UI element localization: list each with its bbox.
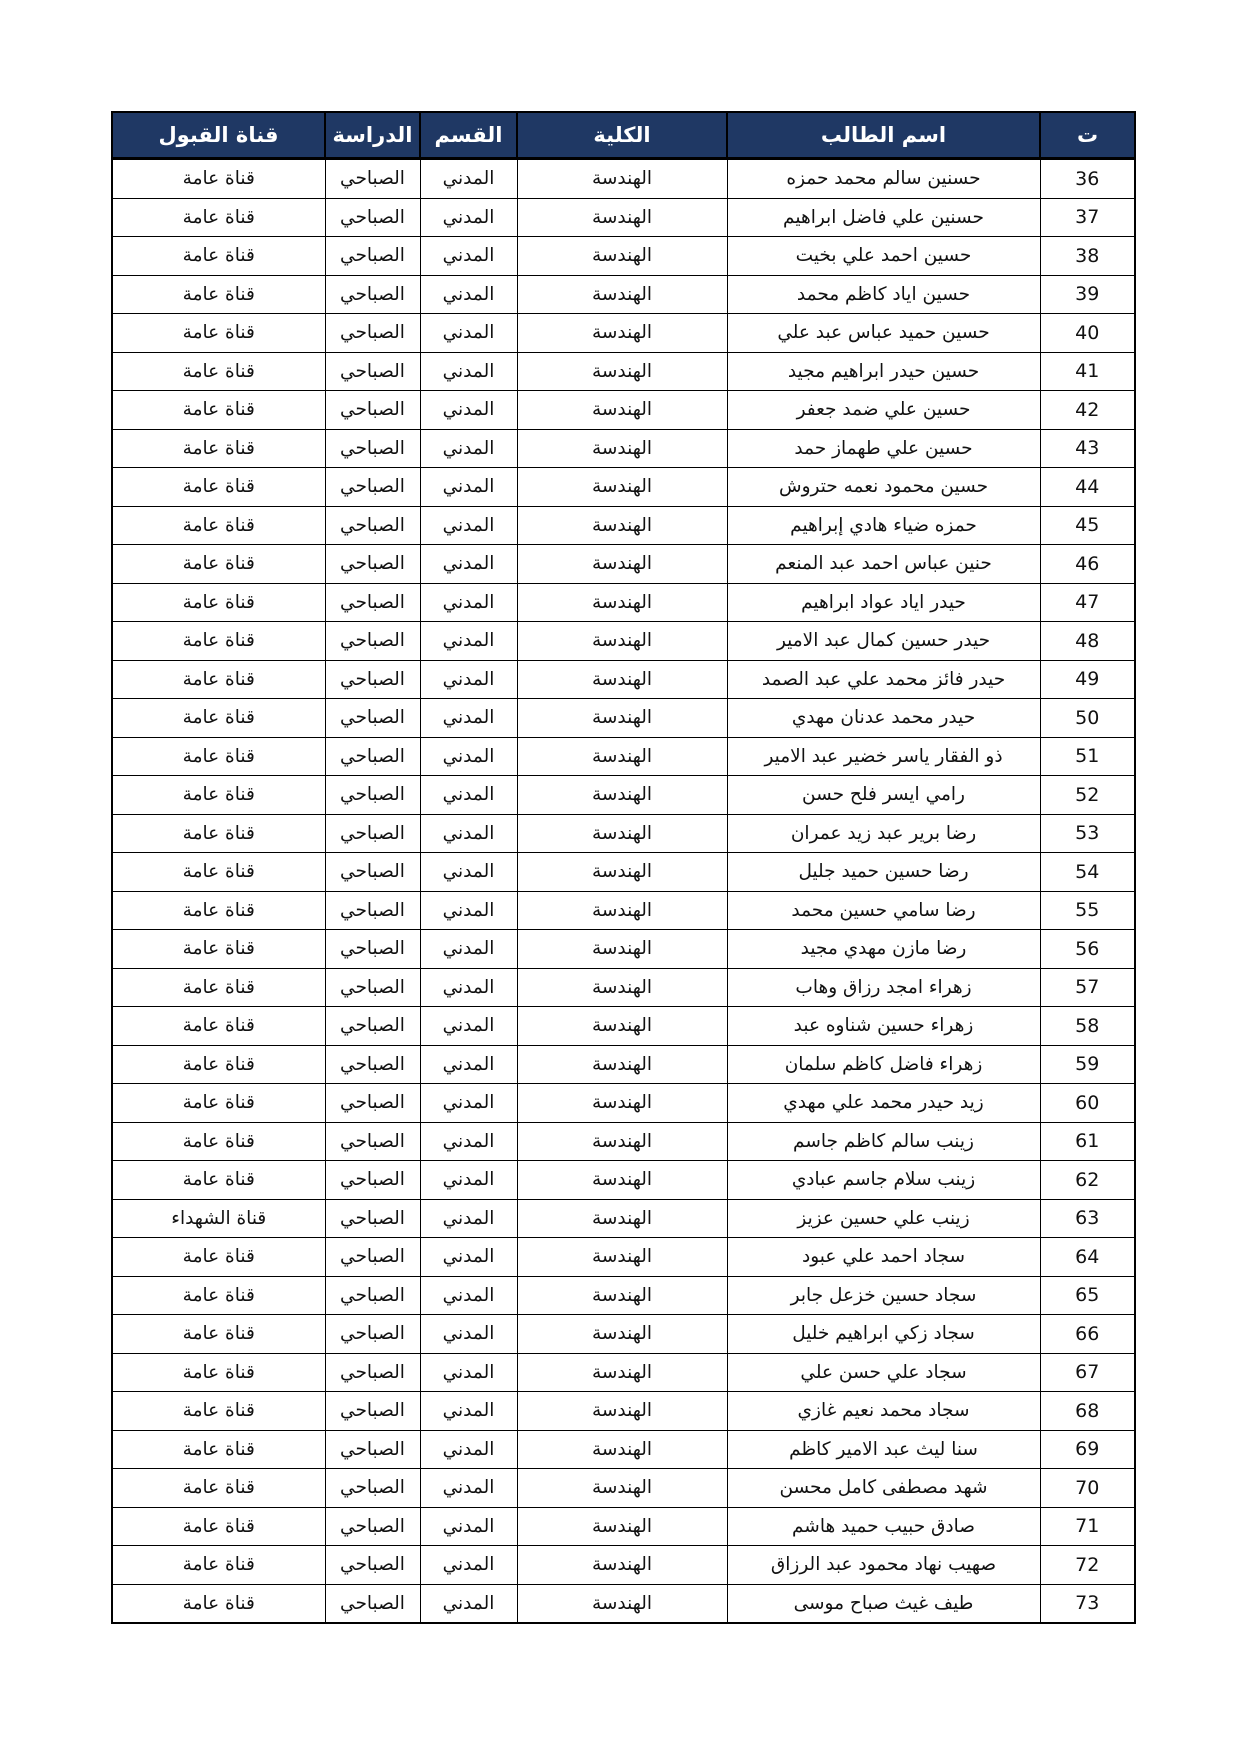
cell-student-name: حسين حميد عباس عبد علي [727,314,1040,353]
cell-study: الصباحي [325,314,420,353]
cell-department: المدني [420,1045,517,1084]
cell-college: الهندسة [517,1122,727,1161]
cell-study: الصباحي [325,1238,420,1277]
cell-department: المدني [420,1430,517,1469]
cell-department: المدني [420,1276,517,1315]
cell-no: 46 [1040,545,1135,584]
cell-college: الهندسة [517,1392,727,1431]
cell-no: 48 [1040,622,1135,661]
table-row [112,1084,1135,1123]
cell-study: الصباحي [325,1007,420,1046]
cell-study: الصباحي [325,891,420,930]
cell-admission-channel: قناة عامة [112,1161,325,1200]
cell-department: المدني [420,352,517,391]
cell-student-name: حسين اياد كاظم محمد [727,275,1040,314]
header-row [112,112,1135,159]
cell-college: الهندسة [517,545,727,584]
cell-study: الصباحي [325,660,420,699]
table-row [112,1469,1135,1508]
cell-student-name: حيدر اياد عواد ابراهيم [727,583,1040,622]
table-row [112,1353,1135,1392]
cell-college: الهندسة [517,237,727,276]
cell-student-name: زهراء فاضل كاظم سلمان [727,1045,1040,1084]
cell-department: المدني [420,968,517,1007]
cell-admission-channel: قناة عامة [112,468,325,507]
cell-admission-channel: قناة عامة [112,545,325,584]
table-row [112,776,1135,815]
table-row [112,1007,1135,1046]
cell-study: الصباحي [325,352,420,391]
table-row [112,1045,1135,1084]
cell-student-name: طيف غيث صباح موسى [727,1584,1040,1623]
header-study: الدراسة [325,112,420,159]
table-row [112,391,1135,430]
header-college: الكلية [517,112,727,159]
cell-admission-channel: قناة عامة [112,737,325,776]
table-row [112,429,1135,468]
cell-department: المدني [420,1007,517,1046]
cell-no: 57 [1040,968,1135,1007]
cell-admission-channel: قناة عامة [112,814,325,853]
cell-no: 56 [1040,930,1135,969]
cell-student-name: حنين عباس احمد عبد المنعم [727,545,1040,584]
cell-department: المدني [420,622,517,661]
cell-admission-channel: قناة عامة [112,1315,325,1354]
cell-college: الهندسة [517,968,727,1007]
cell-no: 60 [1040,1084,1135,1123]
cell-student-name: رضا سامي حسين محمد [727,891,1040,930]
cell-department: المدني [420,1161,517,1200]
table-body [112,159,1135,1624]
cell-student-name: زهراء امجد رزاق وهاب [727,968,1040,1007]
cell-study: الصباحي [325,275,420,314]
cell-department: المدني [420,1584,517,1623]
header-department: القسم [420,112,517,159]
cell-admission-channel: قناة عامة [112,391,325,430]
cell-department: المدني [420,1546,517,1585]
cell-admission-channel: قناة عامة [112,159,325,199]
cell-department: المدني [420,159,517,199]
cell-student-name: حيدر محمد عدنان مهدي [727,699,1040,738]
cell-study: الصباحي [325,506,420,545]
cell-admission-channel: قناة عامة [112,314,325,353]
cell-study: الصباحي [325,853,420,892]
cell-college: الهندسة [517,1469,727,1508]
table-row [112,545,1135,584]
cell-no: 65 [1040,1276,1135,1315]
cell-student-name: رضا مازن مهدي مجيد [727,930,1040,969]
cell-department: المدني [420,776,517,815]
cell-college: الهندسة [517,506,727,545]
cell-admission-channel: قناة عامة [112,583,325,622]
table-row [112,352,1135,391]
cell-study: الصباحي [325,776,420,815]
table-row [112,506,1135,545]
cell-college: الهندسة [517,198,727,237]
cell-admission-channel: قناة عامة [112,1507,325,1546]
cell-department: المدني [420,314,517,353]
cell-no: 52 [1040,776,1135,815]
table-row [112,1584,1135,1623]
students-table-container [111,111,1134,1624]
cell-admission-channel: قناة عامة [112,660,325,699]
cell-no: 41 [1040,352,1135,391]
cell-no: 49 [1040,660,1135,699]
header-admission-channel: قناة القبول [112,112,325,159]
cell-study: الصباحي [325,468,420,507]
cell-student-name: زينب علي حسين عزيز [727,1199,1040,1238]
cell-department: المدني [420,583,517,622]
table-row [112,930,1135,969]
cell-no: 73 [1040,1584,1135,1623]
cell-no: 62 [1040,1161,1135,1200]
table-row [112,1392,1135,1431]
cell-department: المدني [420,1315,517,1354]
table-row [112,1122,1135,1161]
table-row [112,622,1135,661]
table-row [112,853,1135,892]
table-row [112,237,1135,276]
table-row [112,1161,1135,1200]
cell-department: المدني [420,1353,517,1392]
table-header [112,112,1135,159]
cell-college: الهندسة [517,1045,727,1084]
cell-admission-channel: قناة عامة [112,237,325,276]
cell-student-name: سجاد حسين خزعل جابر [727,1276,1040,1315]
cell-department: المدني [420,1507,517,1546]
cell-admission-channel: قناة عامة [112,1122,325,1161]
cell-study: الصباحي [325,159,420,199]
cell-admission-channel: قناة عامة [112,853,325,892]
cell-student-name: رامي ايسر فلح حسن [727,776,1040,815]
students-table [111,111,1136,1624]
table-row [112,583,1135,622]
cell-student-name: رضا برير عبد زيد عمران [727,814,1040,853]
cell-no: 72 [1040,1546,1135,1585]
table-row [112,159,1135,199]
cell-college: الهندسة [517,660,727,699]
cell-admission-channel: قناة عامة [112,429,325,468]
cell-no: 38 [1040,237,1135,276]
cell-college: الهندسة [517,930,727,969]
table-row [112,1276,1135,1315]
table-row [112,699,1135,738]
cell-college: الهندسة [517,1584,727,1623]
table-row [112,1238,1135,1277]
cell-department: المدني [420,699,517,738]
cell-student-name: حسنين علي فاضل ابراهيم [727,198,1040,237]
cell-college: الهندسة [517,583,727,622]
cell-study: الصباحي [325,930,420,969]
cell-college: الهندسة [517,622,727,661]
cell-study: الصباحي [325,699,420,738]
cell-student-name: سجاد علي حسن علي [727,1353,1040,1392]
cell-department: المدني [420,1238,517,1277]
cell-department: المدني [420,853,517,892]
cell-department: المدني [420,545,517,584]
cell-college: الهندسة [517,1315,727,1354]
cell-student-name: ذو الفقار ياسر خضير عبد الامير [727,737,1040,776]
cell-student-name: صهيب نهاد محمود عبد الرزاق [727,1546,1040,1585]
cell-college: الهندسة [517,1546,727,1585]
cell-study: الصباحي [325,391,420,430]
cell-admission-channel: قناة عامة [112,1353,325,1392]
cell-admission-channel: قناة عامة [112,776,325,815]
cell-college: الهندسة [517,1084,727,1123]
cell-college: الهندسة [517,159,727,199]
cell-admission-channel: قناة عامة [112,506,325,545]
cell-department: المدني [420,506,517,545]
cell-department: المدني [420,275,517,314]
cell-study: الصباحي [325,814,420,853]
cell-college: الهندسة [517,468,727,507]
cell-admission-channel: قناة عامة [112,622,325,661]
cell-college: الهندسة [517,776,727,815]
cell-college: الهندسة [517,1199,727,1238]
cell-no: 44 [1040,468,1135,507]
cell-study: الصباحي [325,1045,420,1084]
cell-study: الصباحي [325,1353,420,1392]
cell-admission-channel: قناة عامة [112,1469,325,1508]
cell-student-name: شهد مصطفى كامل محسن [727,1469,1040,1508]
cell-study: الصباحي [325,429,420,468]
cell-department: المدني [420,814,517,853]
header-no: ت [1040,112,1135,159]
cell-no: 71 [1040,1507,1135,1546]
cell-department: المدني [420,1122,517,1161]
cell-study: الصباحي [325,737,420,776]
cell-study: الصباحي [325,1084,420,1123]
table-row [112,891,1135,930]
cell-student-name: حسنين سالم محمد حمزه [727,159,1040,199]
cell-student-name: حسين علي طهماز حمد [727,429,1040,468]
cell-department: المدني [420,198,517,237]
cell-no: 67 [1040,1353,1135,1392]
cell-student-name: حسين محمود نعمه حتروش [727,468,1040,507]
table-row [112,1507,1135,1546]
cell-study: الصباحي [325,1122,420,1161]
cell-admission-channel: قناة عامة [112,1430,325,1469]
cell-college: الهندسة [517,1276,727,1315]
cell-no: 55 [1040,891,1135,930]
cell-no: 39 [1040,275,1135,314]
cell-student-name: سجاد زكي ابراهيم خليل [727,1315,1040,1354]
cell-admission-channel: قناة عامة [112,275,325,314]
cell-admission-channel: قناة عامة [112,1584,325,1623]
cell-no: 45 [1040,506,1135,545]
cell-study: الصباحي [325,1199,420,1238]
cell-admission-channel: قناة عامة [112,1045,325,1084]
cell-college: الهندسة [517,1007,727,1046]
cell-admission-channel: قناة عامة [112,1238,325,1277]
cell-no: 58 [1040,1007,1135,1046]
cell-admission-channel: قناة عامة [112,699,325,738]
table-row [112,1546,1135,1585]
cell-department: المدني [420,1084,517,1123]
cell-no: 42 [1040,391,1135,430]
cell-college: الهندسة [517,1238,727,1277]
cell-study: الصباحي [325,198,420,237]
cell-study: الصباحي [325,968,420,1007]
cell-no: 40 [1040,314,1135,353]
cell-admission-channel: قناة عامة [112,198,325,237]
cell-student-name: رضا حسين حميد جليل [727,853,1040,892]
cell-department: المدني [420,1199,517,1238]
cell-study: الصباحي [325,1276,420,1315]
cell-study: الصباحي [325,1161,420,1200]
cell-admission-channel: قناة عامة [112,891,325,930]
cell-college: الهندسة [517,352,727,391]
cell-student-name: حسين حيدر ابراهيم مجيد [727,352,1040,391]
cell-student-name: زينب سالم كاظم جاسم [727,1122,1040,1161]
cell-college: الهندسة [517,1430,727,1469]
cell-study: الصباحي [325,1430,420,1469]
cell-college: الهندسة [517,891,727,930]
cell-admission-channel: قناة عامة [112,1007,325,1046]
cell-no: 59 [1040,1045,1135,1084]
cell-college: الهندسة [517,853,727,892]
table-row [112,1315,1135,1354]
cell-student-name: حسين احمد علي بخيت [727,237,1040,276]
cell-student-name: زهراء حسين شناوه عبد [727,1007,1040,1046]
cell-college: الهندسة [517,314,727,353]
cell-study: الصباحي [325,1546,420,1585]
cell-department: المدني [420,237,517,276]
table-row [112,737,1135,776]
cell-no: 36 [1040,159,1135,199]
table-row [112,1430,1135,1469]
cell-college: الهندسة [517,429,727,468]
cell-study: الصباحي [325,622,420,661]
cell-admission-channel: قناة عامة [112,930,325,969]
cell-student-name: حسين علي ضمد جعفر [727,391,1040,430]
table-row [112,198,1135,237]
cell-no: 50 [1040,699,1135,738]
table-row [112,1199,1135,1238]
cell-college: الهندسة [517,1353,727,1392]
cell-no: 47 [1040,583,1135,622]
cell-admission-channel: قناة عامة [112,1276,325,1315]
cell-college: الهندسة [517,1161,727,1200]
cell-department: المدني [420,891,517,930]
cell-department: المدني [420,737,517,776]
cell-no: 43 [1040,429,1135,468]
cell-no: 54 [1040,853,1135,892]
cell-department: المدني [420,1392,517,1431]
cell-college: الهندسة [517,737,727,776]
cell-no: 66 [1040,1315,1135,1354]
cell-college: الهندسة [517,391,727,430]
cell-department: المدني [420,429,517,468]
cell-department: المدني [420,391,517,430]
cell-admission-channel: قناة عامة [112,1392,325,1431]
cell-college: الهندسة [517,1507,727,1546]
cell-study: الصباحي [325,1507,420,1546]
cell-admission-channel: قناة عامة [112,1546,325,1585]
cell-student-name: زينب سلام جاسم عبادي [727,1161,1040,1200]
cell-admission-channel: قناة عامة [112,1084,325,1123]
cell-study: الصباحي [325,545,420,584]
cell-department: المدني [420,468,517,507]
table-row [112,968,1135,1007]
cell-study: الصباحي [325,1469,420,1508]
header-student-name: اسم الطالب [727,112,1040,159]
cell-department: المدني [420,660,517,699]
cell-no: 64 [1040,1238,1135,1277]
table-row [112,468,1135,507]
cell-student-name: صادق حبيب حميد هاشم [727,1507,1040,1546]
cell-no: 68 [1040,1392,1135,1431]
cell-study: الصباحي [325,1392,420,1431]
cell-student-name: سجاد احمد علي عبود [727,1238,1040,1277]
cell-study: الصباحي [325,237,420,276]
cell-no: 37 [1040,198,1135,237]
cell-student-name: زيد حيدر محمد علي مهدي [727,1084,1040,1123]
cell-admission-channel: قناة عامة [112,968,325,1007]
cell-study: الصباحي [325,583,420,622]
cell-admission-channel: قناة الشهداء [112,1199,325,1238]
cell-student-name: سجاد محمد نعيم غازي [727,1392,1040,1431]
table-row [112,314,1135,353]
cell-admission-channel: قناة عامة [112,352,325,391]
cell-no: 69 [1040,1430,1135,1469]
cell-student-name: سنا ليث عبد الامير كاظم [727,1430,1040,1469]
cell-no: 51 [1040,737,1135,776]
cell-study: الصباحي [325,1584,420,1623]
table-row [112,814,1135,853]
cell-student-name: حمزه ضياء هادي إبراهيم [727,506,1040,545]
cell-college: الهندسة [517,275,727,314]
cell-no: 70 [1040,1469,1135,1508]
table-row [112,660,1135,699]
cell-department: المدني [420,1469,517,1508]
cell-no: 63 [1040,1199,1135,1238]
cell-study: الصباحي [325,1315,420,1354]
cell-college: الهندسة [517,699,727,738]
cell-no: 53 [1040,814,1135,853]
cell-student-name: حيدر حسين كمال عبد الامير [727,622,1040,661]
table-row [112,275,1135,314]
cell-college: الهندسة [517,814,727,853]
cell-no: 61 [1040,1122,1135,1161]
cell-department: المدني [420,930,517,969]
cell-student-name: حيدر فائز محمد علي عبد الصمد [727,660,1040,699]
